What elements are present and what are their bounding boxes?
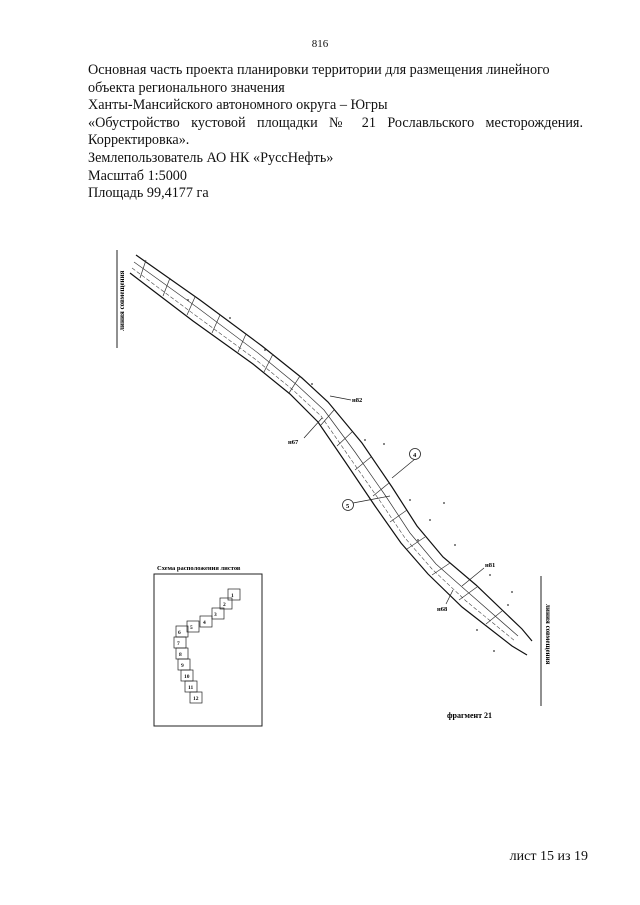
svg-text:2: 2	[223, 602, 226, 608]
svg-text:7: 7	[177, 641, 180, 647]
header-line: Масштаб 1:5000	[88, 167, 187, 184]
corridor-dashed-line	[132, 268, 515, 641]
header-line: «Обустройство кустовой площадки № 21 Рославльского месторождения.	[88, 114, 583, 131]
header-line: Корректировка».	[88, 132, 190, 149]
point-label-n82: н82	[352, 397, 363, 404]
fragment-label: фрагмент 21	[447, 711, 493, 720]
svg-text:11: 11	[188, 685, 194, 691]
header-line: Площадь 99,4177 га	[88, 185, 209, 202]
svg-text:10: 10	[184, 674, 190, 680]
inset-title: Схема расположения листов	[157, 565, 241, 572]
header-line: Ханты-Мансийского автономного округа – Югры	[88, 97, 388, 114]
svg-text:8: 8	[179, 652, 182, 658]
header-line: Землепользователь АО НК «РуссНефть»	[88, 149, 334, 166]
svg-text:9: 9	[181, 663, 184, 669]
header-line: Основная часть проекта планировки территории для размещения линейного	[88, 62, 550, 78]
svg-text:6: 6	[178, 630, 181, 636]
callout-label-4: 4	[413, 452, 417, 459]
svg-text:3: 3	[214, 612, 217, 618]
inset-frame	[154, 574, 262, 726]
page-number: 816	[311, 38, 329, 50]
callout-label-5: 5	[346, 503, 350, 510]
match-line-label-right: линия совмещения	[544, 604, 552, 665]
point-label-n68: н68	[437, 606, 448, 613]
match-line-label-left: линия совмещения	[118, 270, 126, 331]
corridor-boundary-top	[136, 255, 532, 641]
point-label-n81: н81	[485, 562, 496, 569]
sheet-counter: лист 15 из 19	[509, 849, 588, 864]
svg-text:12: 12	[193, 696, 199, 702]
corridor-inner-line	[134, 262, 518, 636]
svg-text:1: 1	[231, 593, 234, 599]
svg-text:4: 4	[203, 620, 206, 626]
header-line: объекта регионального значения	[88, 79, 285, 96]
inset-sheets	[174, 589, 240, 703]
point-label-n67: н67	[288, 439, 299, 446]
svg-text:5: 5	[190, 625, 193, 631]
corridor-boundary-bottom	[130, 273, 527, 655]
